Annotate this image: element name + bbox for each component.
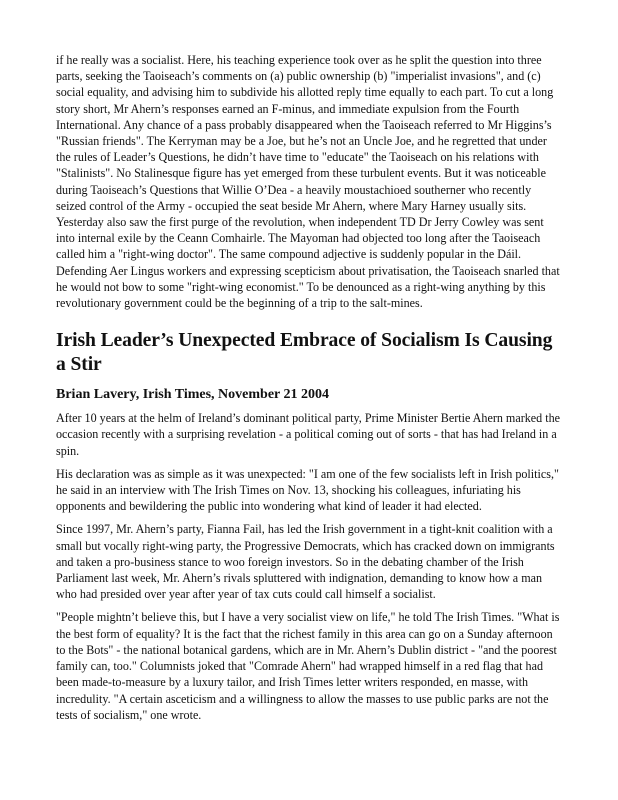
article-paragraph: Since 1997, Mr. Ahern’s party, Fianna Fail, has led the Irish government in a tight-knit coalition with a small but vocally right-wing party, the Progressive Democrats, which has cracked down on immigrants and taken a pro-business stance to woo foreign investors. So in the debating chamber of the Irish Parliament last week, Mr. Ahern’s rivals spluttered with indignation, demanding to know how a man who had presided over year after year of tax cuts could call himself a socialist. [56, 522, 555, 602]
article-headline: Irish Leader’s Unexpected Embrace of Socialism Is Causing a Stir [56, 330, 553, 375]
article-paragraph: "People mightn’t believe this, but I have a very socialist view on life," he told The Irish Times. "What is the best form of equality? It is the fact that the richest family in this area can go on a Sunday afternoon to the Bots" - the national botanical gardens, which are in Mr. Ahern’s Dublin district - "and the poorest family can, too." Columnists joked that "Comrade Ahern" had wrapped himself in a red flag that had been made-to-measure by a luxury tailor, and Irish Times letter writers responded, en masse, with incredulity. "A certain asceticism and a willingness to allow the masses to use public parks are not the tests of socialism," one wrote. [56, 610, 560, 722]
article-paragraph: His declaration was as simple as it was unexpected: "I am one of the few socialists left in Irish politics," he said in an interview with The Irish Times on Nov. 13, shocking his colleagues, infuriating his opponents and bewildering the public into wondering what kind of leader it had elected. [56, 466, 559, 514]
article-paragraph: After 10 years at the helm of Ireland’s dominant political party, Prime Minister Bertie Ahern marked the occasion recently with a surprising revelation - a political coming out of sorts - that has had Ireland in a spin. [56, 411, 560, 458]
intro-paragraph: if he really was a socialist. Here, his teaching experience took over as he split the question into three parts, seeking the Taoiseach’s comments on (a) public ownership (b) "imperialist invasions", and (c) social equality, and advising him to subdivide his allotted reply time equally to each part. To cut a long story short, Mr Ahern’s responses earned an F-minus, and immediate expulsion from the Fourth International. Any chance of a pass probably disappeared when the Taoiseach referred to Mr Higgins’s "Russian friends". The Kerryman may be a Joe, but he’s not an Uncle Joe, and he regretted that under the rules of Leader’s Questions, he didn’t have time to "educate" the Taoiseach on his relations with "Stalinists". No Stalinesque figure has yet emerged from these turbulent events. But it was noticeable during Taoiseach’s Questions that Willie O’Dea - a heavily moustachioed southerner who recently seized control of the Army - occupied the seat beside Mr Ahern, where Mary Harney usually sits. Yesterday also saw the first purge of the revolution, when independent TD Dr Jerry Cowley was sent into internal exile by the Ceann Comhairle. The Mayoman had objected too long after the Taoiseach called him a "right-wing doctor". The same compound adjective is suddenly popular in the Dáil. Defending Aer Lingus workers and expressing scepticism about privatisation, the Taoiseach snarled that he would not bow to some "right-wing economist." To be denounced as a right-wing anything by this revolutionary government could be the beginning of a trip to the salt-mines. [56, 53, 560, 311]
document-page [56, 52, 564, 730]
article-byline: Brian Lavery, Irish Times, November 21 2004 [56, 387, 329, 403]
